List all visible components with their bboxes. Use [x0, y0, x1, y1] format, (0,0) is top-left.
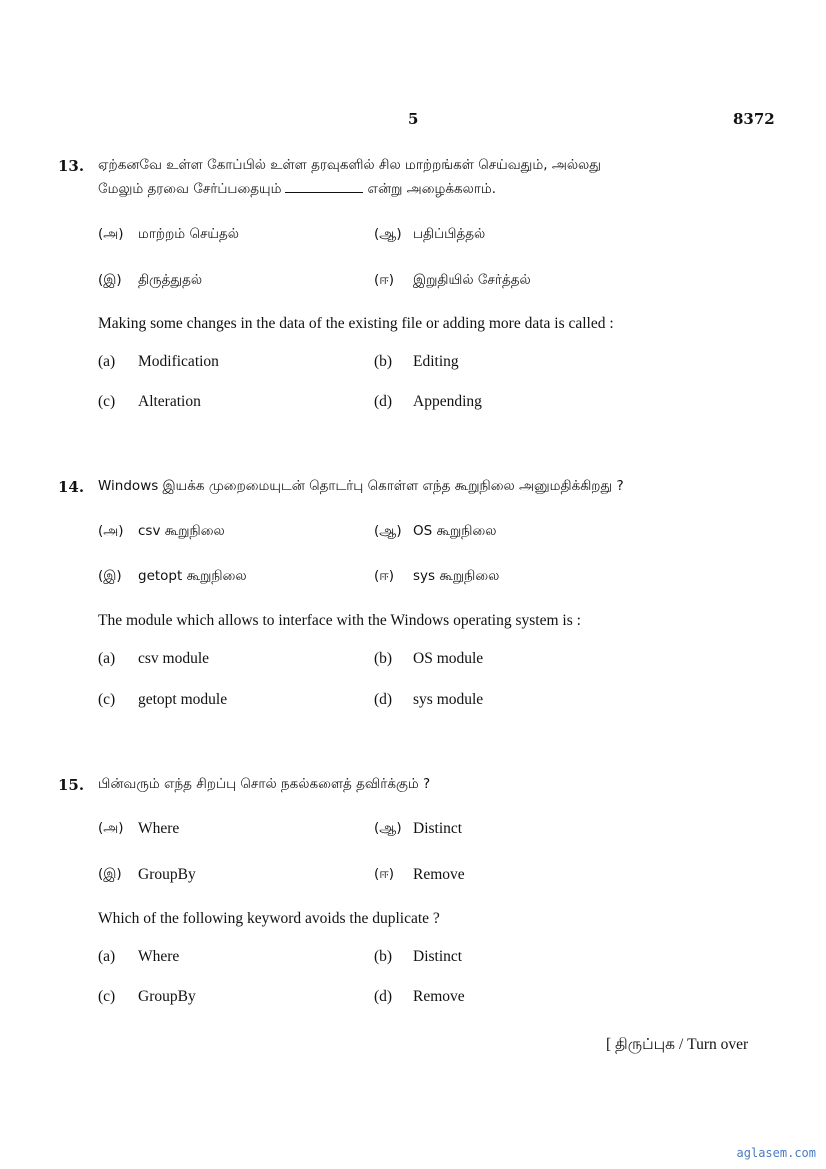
- option-text: Distinct: [413, 820, 463, 837]
- option-label: (ஆ): [374, 226, 402, 242]
- option-label: (d): [374, 691, 393, 708]
- option-text: Where: [138, 820, 180, 837]
- question-number: 14.: [58, 478, 85, 496]
- option-label: (ஆ): [374, 820, 402, 836]
- question-tamil-line2-pre: மேலும் தரவை சேர்ப்பதையும்: [98, 181, 282, 197]
- answer-blank: [285, 180, 363, 193]
- question-tamil-line2: [98, 178, 496, 201]
- question-tamil-line2-post: என்று அழைக்கலாம்.: [367, 181, 497, 197]
- option-text: Remove: [413, 988, 465, 1005]
- paper-code: 8372: [733, 110, 775, 128]
- option-text: Where: [138, 948, 180, 965]
- option-text: Modification: [138, 353, 219, 370]
- option-text: OS module: [413, 650, 484, 667]
- option-text: OS கூறுநிலை: [413, 523, 497, 539]
- option-text: Editing: [413, 353, 459, 370]
- option-label: (c): [98, 988, 116, 1005]
- option-text: Alteration: [138, 393, 201, 410]
- option-label: (a): [98, 353, 116, 370]
- option-label: (c): [98, 393, 116, 410]
- option-label: (இ): [98, 272, 122, 288]
- option-text: getopt கூறுநிலை: [138, 568, 247, 584]
- turn-over-note: [ திருப்புக / Turn over: [606, 1036, 749, 1053]
- option-label: (இ): [98, 568, 122, 584]
- question-tamil-line1: பின்வரும் எந்த சிறப்பு சொல் நகல்களைத் தவிர்க்கும் ?: [98, 776, 431, 792]
- option-label: (b): [374, 948, 393, 965]
- option-text: மாற்றம் செய்தல்: [138, 226, 240, 242]
- option-label: (d): [374, 393, 393, 410]
- option-label: (ஈ): [374, 272, 395, 288]
- question-tamil-line1: ஏற்கனவே உள்ள கோப்பில் உள்ள தரவுகளில் சில மாற்றங்கள் செய்வதும், அல்லது: [98, 157, 601, 173]
- option-label: (அ): [98, 820, 124, 836]
- question-english: Which of the following keyword avoids the duplicate ?: [98, 910, 440, 927]
- option-label: (d): [374, 988, 393, 1005]
- option-label: (a): [98, 948, 116, 965]
- option-label: (அ): [98, 226, 124, 242]
- option-text: திருத்துதல்: [138, 272, 203, 288]
- option-text: Distinct: [413, 948, 463, 965]
- question-number: 15.: [58, 776, 85, 794]
- option-label: (இ): [98, 866, 122, 882]
- question-tamil-line1: Windows இயக்க முறைமையுடன் தொடர்பு கொள்ள எந்த கூறுநிலை அனுமதிக்கிறது ?: [98, 478, 624, 494]
- option-text: இறுதியில் சேர்த்தல்: [413, 272, 531, 288]
- watermark-link[interactable]: aglasem.com: [736, 1146, 816, 1160]
- option-text: GroupBy: [138, 866, 196, 883]
- option-label: (அ): [98, 523, 124, 539]
- option-label: (c): [98, 691, 116, 708]
- option-text: csv module: [138, 650, 210, 667]
- page-number: 5: [408, 110, 419, 128]
- option-text: sys கூறுநிலை: [413, 568, 500, 584]
- question-english: The module which allows to interface with the Windows operating system is :: [98, 612, 581, 629]
- question-english: Making some changes in the data of the existing file or adding more data is called :: [98, 315, 614, 332]
- option-label: (ஆ): [374, 523, 402, 539]
- option-text: getopt module: [138, 691, 228, 708]
- option-text: Appending: [413, 393, 482, 410]
- option-label: (a): [98, 650, 116, 667]
- option-label: (b): [374, 650, 393, 667]
- question-number: 13.: [58, 157, 85, 175]
- option-label: (b): [374, 353, 393, 370]
- option-label: (ஈ): [374, 568, 395, 584]
- option-text: sys module: [413, 691, 484, 708]
- option-text: பதிப்பித்தல்: [413, 226, 486, 242]
- option-text: csv கூறுநிலை: [138, 523, 225, 539]
- option-label: (ஈ): [374, 866, 395, 882]
- option-text: GroupBy: [138, 988, 196, 1005]
- option-text: Remove: [413, 866, 465, 883]
